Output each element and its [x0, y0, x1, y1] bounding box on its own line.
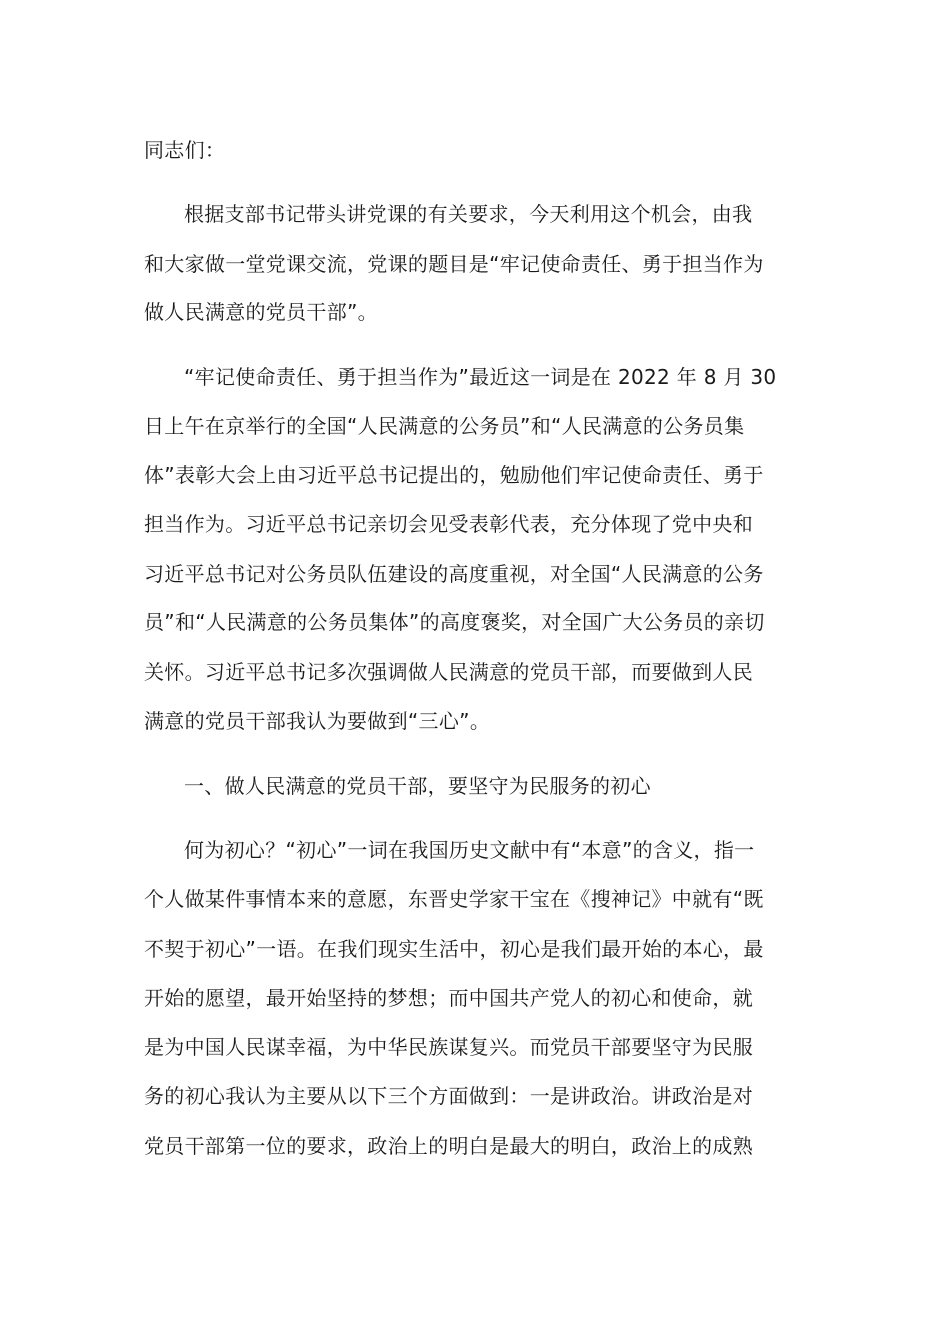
paragraph-line: “牢记使命责任、勇于担当作为”最近这一词是在 2022 年 8 月 30: [184, 365, 777, 389]
paragraph-line: 习近平总书记对公务员队伍建设的高度重视，对全国“人民满意的公务: [144, 562, 764, 586]
paragraph-line: 党员干部第一位的要求，政治上的明白是最大的明白，政治上的成熟: [144, 1134, 753, 1158]
paragraph-line: 担当作为。习近平总书记亲切会见受表彰代表，充分体现了党中央和: [144, 512, 753, 536]
paragraph-line: 是为中国人民谋幸福，为中华民族谋复兴。而党员干部要坚守为民服: [144, 1035, 753, 1059]
paragraph-line: 关怀。习近平总书记多次强调做人民满意的党员干部，而要做到人民: [144, 660, 753, 684]
paragraph-line: 个人做某件事情本来的意愿，东晋史学家干宝在《搜神记》中就有“既: [144, 887, 764, 911]
paragraph-line: 做人民满意的党员干部”。: [144, 300, 378, 324]
paragraph-line: 和大家做一堂党课交流，党课的题目是“牢记使命责任、勇于担当作为: [144, 252, 764, 276]
paragraph-line: 开始的愿望，最开始坚持的梦想；而中国共产党人的初心和使命，就: [144, 986, 753, 1010]
salutation: 同志们：: [144, 138, 226, 162]
section-heading: 一、做人民满意的党员干部，要坚守为民服务的初心: [184, 774, 651, 798]
paragraph-line: 何为初心？“初心”一词在我国历史文献中有“本意”的含义，指一: [184, 838, 755, 862]
paragraph-line: 满意的党员干部我认为要做到“三心”。: [144, 709, 491, 733]
paragraph-line: 体”表彰大会上由习近平总书记提出的，勉励他们牢记使命责任、勇于: [144, 463, 764, 487]
paragraph-line: 务的初心我认为主要从以下三个方面做到：一是讲政治。讲政治是对: [144, 1084, 753, 1108]
paragraph-line: 员”和“人民满意的公务员集体”的高度褒奖，对全国广大公务员的亲切: [144, 610, 765, 634]
paragraph-line: 不契于初心”一语。在我们现实生活中，初心是我们最开始的本心，最: [144, 937, 764, 961]
paragraph-line: 日上午在京举行的全国“人民满意的公务员”和“人民满意的公务员集: [144, 414, 745, 438]
paragraph-line: 根据支部书记带头讲党课的有关要求，今天利用这个机会，由我: [184, 202, 753, 226]
